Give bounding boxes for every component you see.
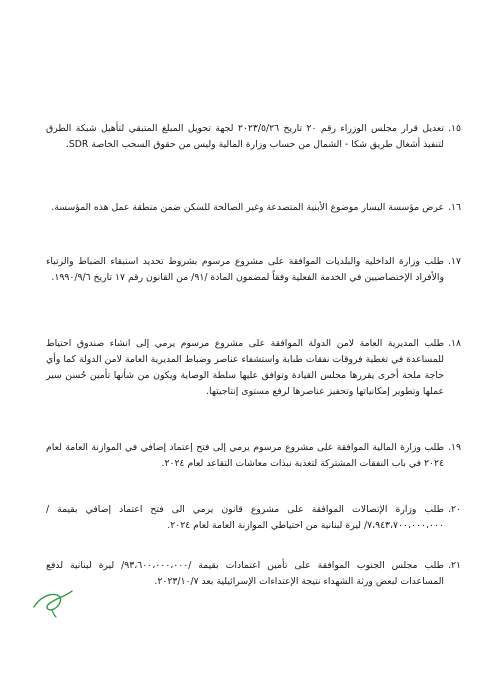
item-text: طلب وزارة الإتصالات الموافقة على مشروع قانون يرمي الى فتح اعتماد إضافي بقيمة /٧،٩٤٣،٧٠٠،٠٠٠،٠٠٠/ ليرة لبنانية من احتياطي الموازنة العامة لعام ٢٠٢٤. — [46, 504, 444, 531]
item-number: ١٧. — [448, 256, 461, 267]
agenda-item-16 — [46, 200, 461, 216]
item-text: طلب وزارة المالية الموافقة على مشروع مرسوم يرمي إلى فتح إعتماد إضافي في الموازنة العامة لعام ٢٠٢٤ في باب النفقات المشتركة لتغذية نبذات معاشات التقاعد لعام ٢٠٢٤. — [46, 442, 444, 469]
handwritten-signature-icon — [30, 585, 76, 619]
item-number: ٢٠. — [448, 504, 461, 515]
item-number: ١٦. — [448, 202, 461, 213]
item-text: طلب وزارة الداخلية والبلديات الموافقة على مشروع مرسوم بشروط تحديد استبقاء الضباط والرتباء والأفراد الإختصاصيين في الخدمة الفعلية وفقاً لمضمون المادة /٩١/ من القانون رقم ١٧ تاريخ ١٩٩٠/٩/٦. — [46, 256, 444, 283]
agenda-item-19 — [46, 440, 461, 472]
item-text: تعديل قرار مجلس الوزراء رقم ٢٠ تاريخ ٢٠٢٣/٥/٢٦ لجهة تحويل المبلغ المتبقي لتأهيل شبكة الطرق لتنفيذ أشغال طريق شكا - الشمال من حساب وزارة المالية وليس من حقوق السحب الخاصة SDR. — [46, 123, 444, 150]
item-number: ١٥. — [448, 123, 461, 134]
agenda-item-17 — [46, 254, 461, 286]
item-number: ١٨. — [448, 338, 461, 349]
item-number: ١٩. — [448, 442, 461, 453]
item-text: طلب المديرية العامة لامن الدولة الموافقة على مشروع مرسوم يرمي إلى انشاء صندوق احتياط للمساعدة في تغطية فروقات نفقات طبابة واستشفاء عناصر وضباط المديرية العامة لامن الدولة كما وأي حاجة ملحة أخرى يقررها مجلس القيادة وتوافق عليها سلطة الوصاية ويكون من شأنها تأمين حُسن سير عملها وتطوير إمكانياتها وتحفيز عناصرها لرفع مستوى إنتاجيتها. — [46, 338, 444, 397]
agenda-item-20 — [46, 502, 461, 534]
agenda-item-15 — [46, 121, 461, 153]
agenda-item-18 — [46, 336, 461, 400]
item-text: عرض مؤسسة اليسار موضوع الأبنية المتصدعة وغير الصالحة للسكن ضمن منطقة عمل هذه المؤسسة. — [51, 202, 444, 213]
item-number: ٢١. — [448, 560, 461, 571]
item-text: طلب مجلس الجنوب الموافقة على تأمين اعتمادات بقيمة /٩٣،٦٠٠،٠٠٠،٠٠٠/ ليرة لبنانية لدفع المساعدات لبعض ورثة الشهداء نتيجة الإعتداءات الإسرائيلية بعد ٢٠٢٣/١٠/٧. — [46, 560, 444, 587]
agenda-item-21 — [46, 558, 461, 590]
